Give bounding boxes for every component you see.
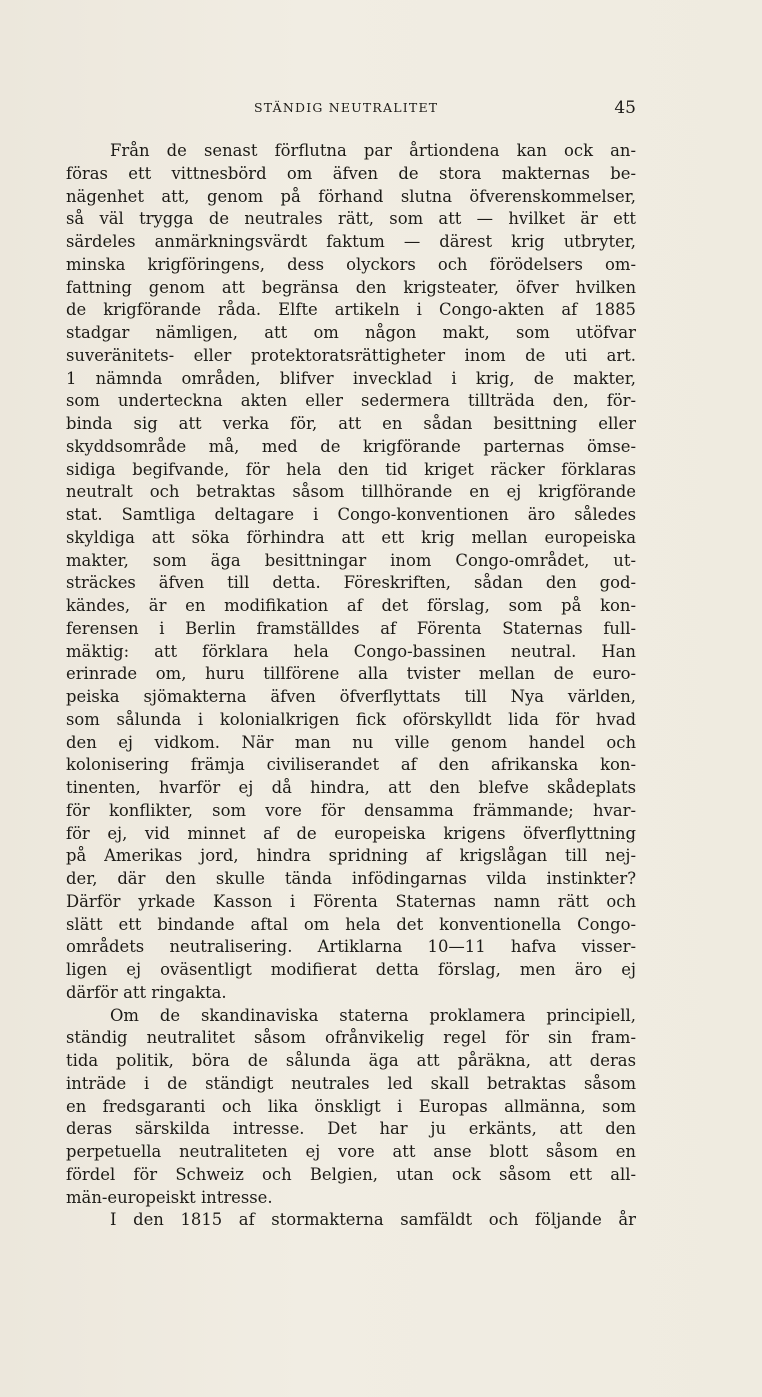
text-line: erinrade om, huru tillförene alla tvister mellan de euro- [66, 664, 636, 684]
text-line: der, där den skulle tända infödingarnas vilda instinkter? [66, 869, 636, 888]
text-line: slätt ett bindande aftal om hela det konventionella Congo- [66, 914, 636, 934]
running-title: STÄNDIG NEUTRALITET [254, 100, 439, 115]
text-line: på Amerikas jord, hindra spridning af krigslågan till nej- [66, 846, 636, 866]
text-line: I den 1815 af stormakterna samfäldt och följande år [110, 1210, 636, 1230]
text-line: peiska sjömakterna äfven öfverflyttats till Nya världen, [66, 687, 636, 706]
text-line: som underteckna akten eller sedermera tillträda den, för- [66, 391, 636, 411]
text-line: neutralt och betraktas såsom tillhörande en ej krigförande [66, 482, 636, 502]
text-line: kändes, är en modifikation af det förslag, som på kon- [66, 596, 636, 615]
text-line: Från de senast förflutna par årtiondena kan ock an- [110, 141, 636, 160]
text-line: inträde i de ständigt neutrales led skall betraktas såsom [66, 1073, 636, 1093]
text-line: sidiga begifvande, för hela den tid kriget räcker förklaras [66, 459, 636, 479]
text-line: den ej vidkom. När man nu ville genom handel och [66, 732, 636, 752]
text-line: tinenten, hvarför ej då hindra, att den blefve skådeplats [66, 778, 636, 797]
page-header [66, 98, 636, 118]
text-line: ferensen i Berlin framställdes af Förenta Staternas full- [66, 618, 636, 638]
text-line: mäktig: att förklara hela Congo-bassinen neutral. Han [66, 641, 636, 661]
text-line: Om de skandinaviska staterna proklamera principiell, [110, 1005, 636, 1025]
text-line: perpetuella neutraliteten ej vore att anse blott såsom en [66, 1142, 636, 1161]
page-number: 45 [614, 98, 636, 118]
text-line: ligen ej oväsentligt modifierat detta förslag, men äro ej [66, 960, 636, 979]
text-line: nägenhet att, genom på förhand slutna öfverenskommelser, [66, 186, 636, 206]
text-line: så väl trygga de neutrales rätt, som att — hvilket är ett [66, 209, 636, 229]
text-line: som sålunda i kolonialkrigen fick oförskylldt lida för hvad [66, 709, 636, 729]
text-line: fördel för Schweiz och Belgien, utan ock såsom ett all- [66, 1164, 636, 1184]
text-line: skyddsområde må, med de krigförande parternas ömse- [66, 436, 636, 456]
text-line: 1 nämnda områden, blifver invecklad i krig, de makter, [66, 368, 636, 388]
text-line: särdeles anmärkningsvärdt faktum — därest krig utbryter, [66, 232, 636, 251]
text-line: män-europeiskt intresse. [66, 1187, 273, 1207]
text-line: makter, som äga besittningar inom Congo-området, ut- [66, 550, 636, 570]
text-line: därför att ringakta. [66, 982, 227, 1002]
text-line: deras särskilda intresse. Det har ju erkänts, att den [66, 1119, 636, 1139]
text-line: sträckes äfven till detta. Föreskriften, sådan den god- [66, 573, 636, 593]
text-line: de krigförande råda. Elfte artikeln i Congo-akten af 1885 [66, 300, 636, 320]
text-line: skyldiga att söka förhindra att ett krig mellan europeiska [66, 527, 636, 547]
text-line: för konflikter, som vore för densamma främmande; hvar- [66, 800, 636, 820]
text-line: minska krigföringens, dess olyckors och förödelsers om- [66, 254, 636, 274]
text-line: stat. Samtliga deltagare i Congo-konventionen äro således [66, 505, 636, 524]
text-line: stadgar nämligen, att om någon makt, som utöfvar [66, 323, 636, 342]
text-line: kolonisering främja civiliserandet af den afrikanska kon- [66, 755, 636, 775]
text-line: en fredsgaranti och lika önskligt i Europas allmänna, som [66, 1096, 636, 1116]
text-line: ständig neutralitet såsom ofrånvikelig regel för sin fram- [66, 1028, 636, 1048]
text-line: för ej, vid minnet af de europeiska krigens öfverflyttning [66, 823, 636, 843]
text-line: Därför yrkade Kasson i Förenta Staternas namn rätt och [66, 891, 636, 911]
body-text [66, 140, 636, 1232]
text-line: tida politik, böra de sålunda äga att påräkna, att deras [66, 1051, 636, 1070]
text-line: fattning genom att begränsa den krigsteater, öfver hvilken [66, 277, 636, 297]
text-line: binda sig att verka för, att en sådan besittning eller [66, 414, 636, 433]
text-line: suveränitets- eller protektoratsrättigheter inom de uti art. [66, 345, 636, 365]
text-line: områdets neutralisering. Artiklarna 10—11 hafva visser- [66, 937, 636, 957]
text-line: föras ett vittnesbörd om äfven de stora makternas be- [66, 163, 636, 183]
